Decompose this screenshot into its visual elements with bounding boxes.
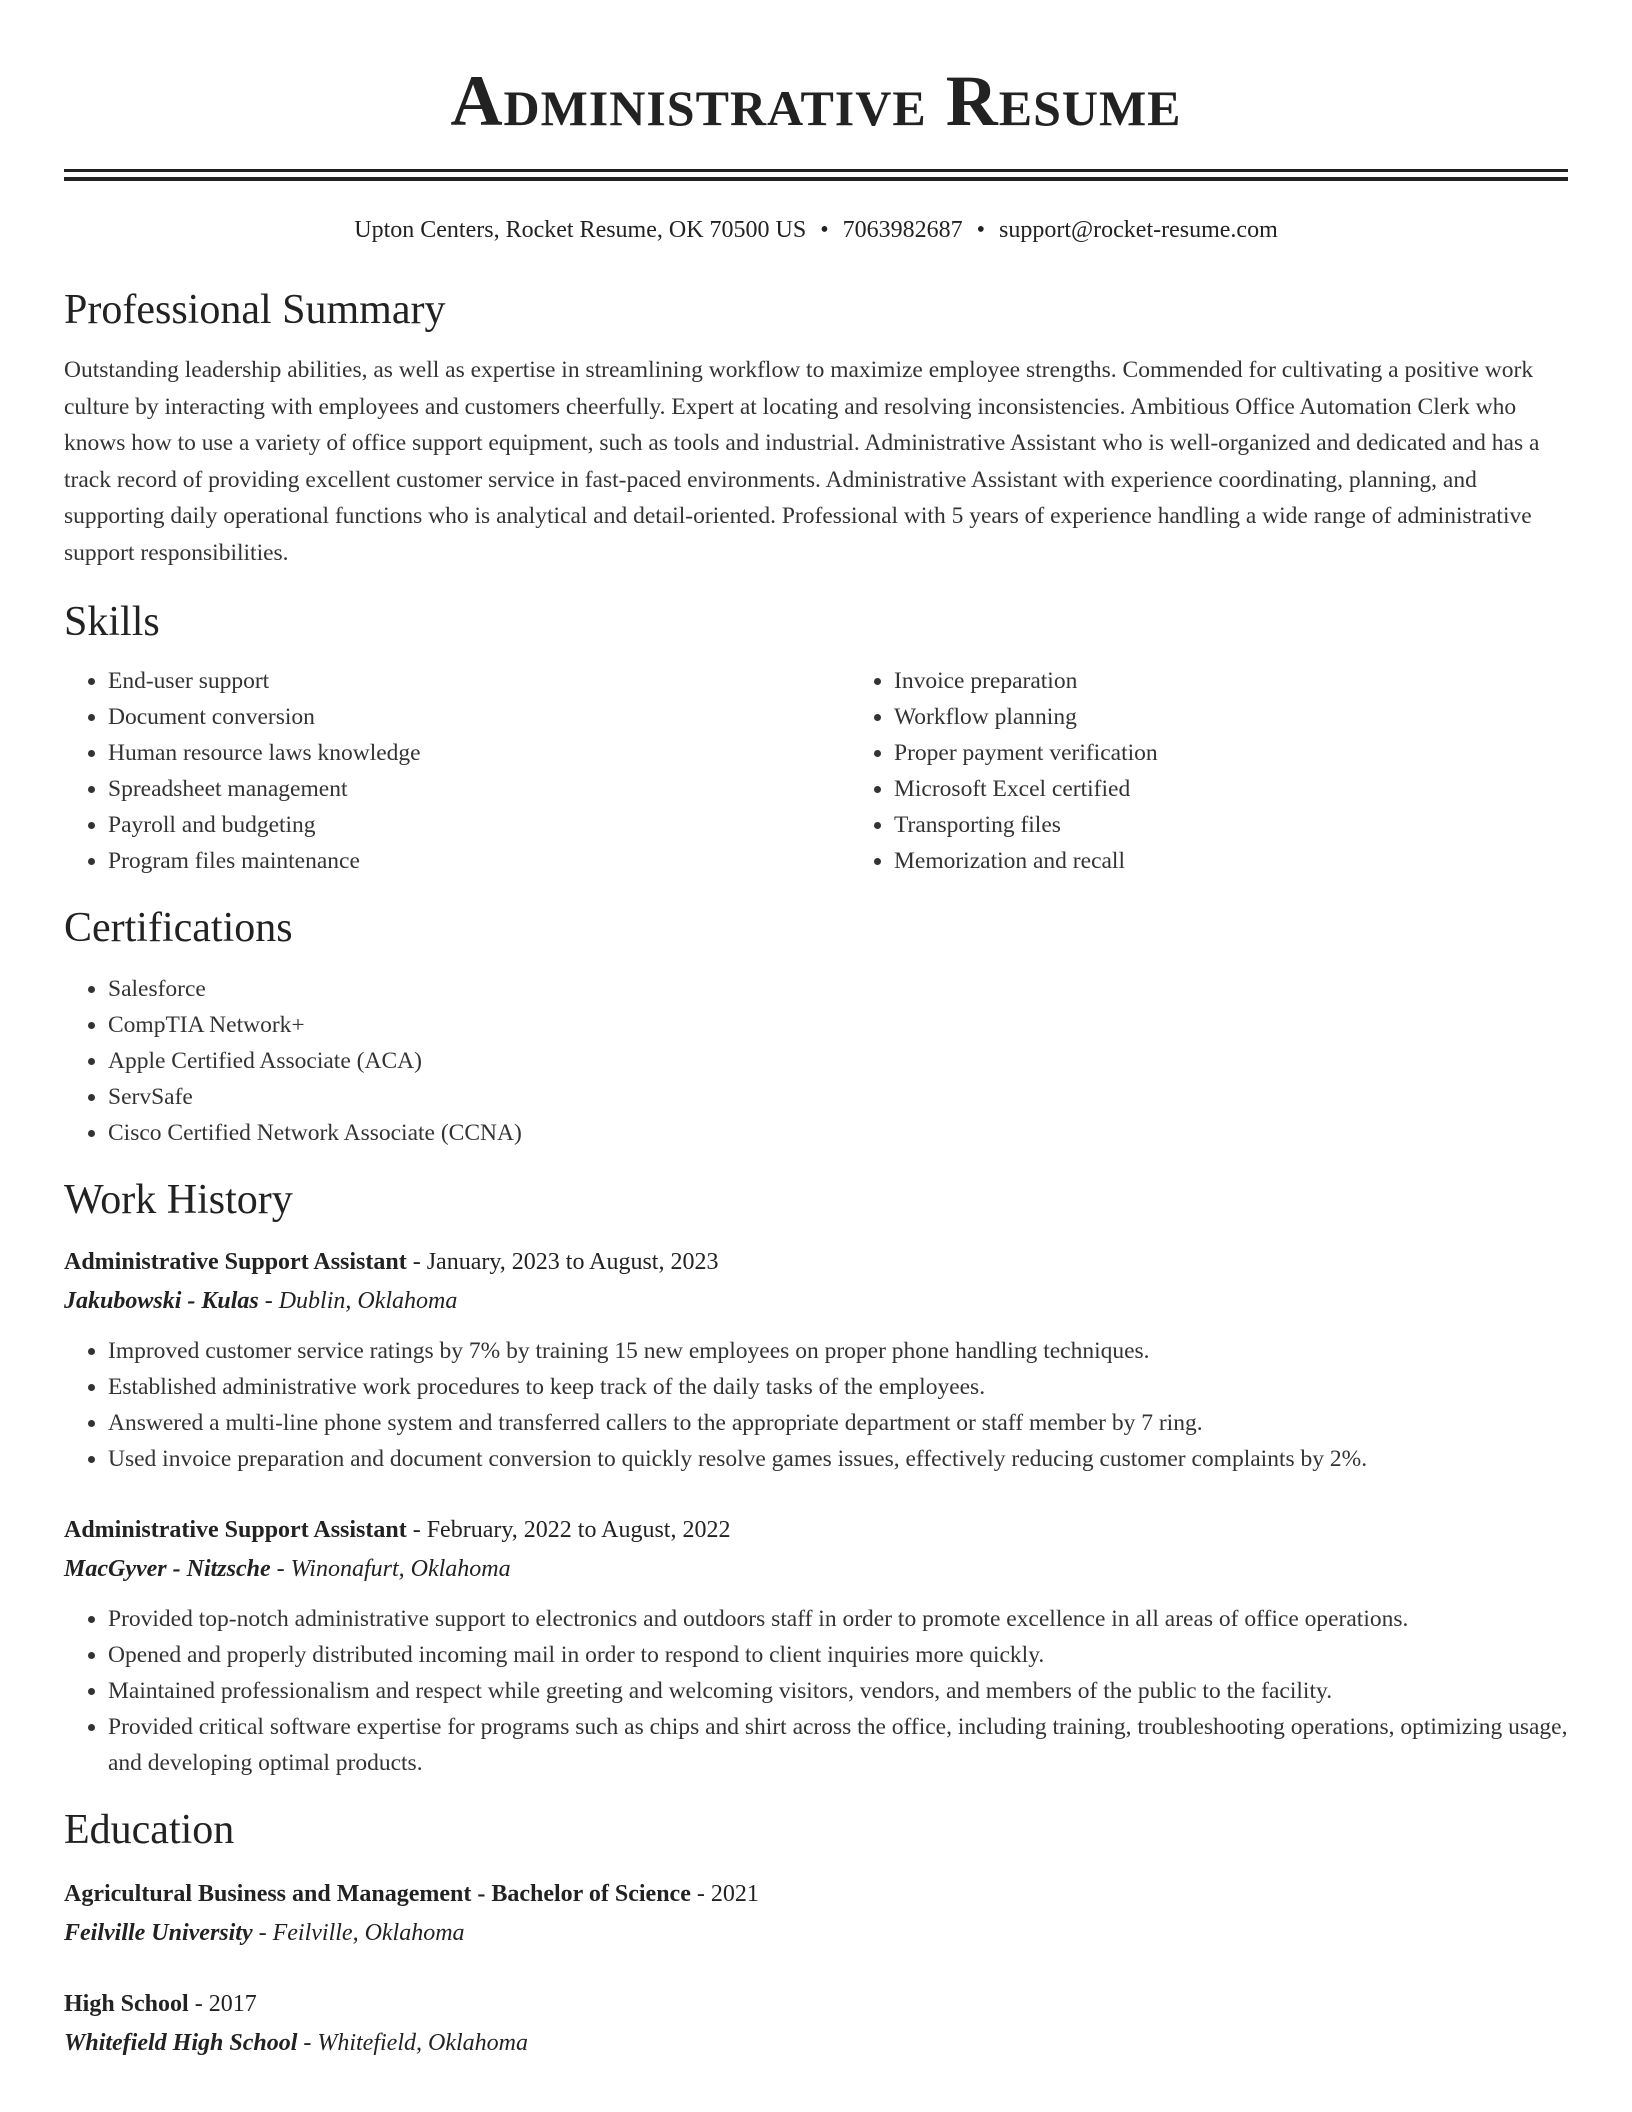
job-bullet: • Used invoice preparation and document conversion to quickly resolve games issues, effectively reducing customer complaints by 2%. xyxy=(108,1441,1568,1477)
job-location: - Dublin, Oklahoma xyxy=(258,1288,458,1314)
job-company: Jakubowski - Kulas xyxy=(64,1288,259,1314)
education-entry xyxy=(64,1875,1568,1953)
skill-item: • Workflow planning xyxy=(894,699,1632,735)
job-location: - Winonafurt, Oklahoma xyxy=(270,1556,511,1582)
job-company-line xyxy=(64,1549,1568,1589)
job-title: Administrative Support Assistant xyxy=(64,1249,407,1275)
skill-item: • Proper payment verification xyxy=(894,735,1632,771)
certification-item: • CompTIA Network+ xyxy=(108,1007,1568,1043)
job-bullet-list xyxy=(64,1333,1568,1477)
skills-heading: Skills xyxy=(64,599,160,645)
contact-email: support@rocket-resume.com xyxy=(999,217,1278,243)
certification-item: • Salesforce xyxy=(108,971,1568,1007)
certification-item: • Apple Certified Associate (ACA) xyxy=(108,1043,1568,1079)
skill-item: • Payroll and budgeting xyxy=(108,807,850,843)
education-degree-line xyxy=(64,1875,1568,1913)
skill-item: • Program files maintenance xyxy=(108,843,850,879)
contact-separator: • xyxy=(976,217,986,243)
job-title: Administrative Support Assistant xyxy=(64,1517,407,1543)
job-bullet: • Answered a multi-line phone system and transferred callers to the appropriate department or staff member by 7 ring. xyxy=(108,1405,1568,1441)
education-degree: High School xyxy=(64,1991,189,2017)
certification-item: • ServSafe xyxy=(108,1079,1568,1115)
education-heading: Education xyxy=(64,1807,235,1853)
skills-list-left xyxy=(64,663,850,879)
job-bullet: • Opened and properly distributed incoming mail in order to respond to client inquiries more quickly. xyxy=(108,1637,1568,1673)
job-bullet: • Provided critical software expertise for programs such as chips and shirt across the office, including training, troubleshooting operations, optimizing usage, and developing optimal products. xyxy=(108,1709,1568,1781)
job-title-line xyxy=(64,1243,1568,1281)
summary-heading: Professional Summary xyxy=(64,287,446,333)
job-bullet: • Established administrative work procedures to keep track of the daily tasks of the employees. xyxy=(108,1369,1568,1405)
education-degree-line xyxy=(64,1985,1568,2023)
job-bullet: • Provided top-notch administrative support to electronics and outdoors staff in order to promote excellence in all areas of office operations. xyxy=(108,1601,1568,1637)
job-bullet: • Improved customer service ratings by 7% by training 15 new employees on proper phone handling techniques. xyxy=(108,1333,1568,1369)
skill-item: • Transporting files xyxy=(894,807,1632,843)
education-year: - 2017 xyxy=(188,1991,257,2017)
skill-item: • Microsoft Excel certified xyxy=(894,771,1632,807)
education-school-line xyxy=(64,1913,1568,1953)
skill-item: • Memorization and recall xyxy=(894,843,1632,879)
skills-list-right xyxy=(850,663,1632,879)
job-company-line xyxy=(64,1281,1568,1321)
job-title-line xyxy=(64,1511,1568,1549)
certification-item: • Cisco Certified Network Associate (CCNA) xyxy=(108,1115,1568,1151)
education-location: - Whitefield, Oklahoma xyxy=(297,2030,528,2056)
contact-line xyxy=(64,215,1568,245)
summary-text: Outstanding leadership abilities, as well as expertise in streamlining workflow to maximize employee strengths. Commended for cultivating a positive work culture by interacting with employees and customers cheerfully. Expert at locating and resolving inconsistencies. Ambitious Office Automation Clerk who knows how to use a variety of office support equipment, such as tools and industrial. Administrative Assistant who is well-organized and dedicated and has a track record of providing excellent customer service in fast-paced environments. Administrative Assistant with experience coordinating, planning, and supporting daily operational functions who is analytical and detail-oriented. Professional with 5 years of experience handling a wide range of administrative support responsibilities. xyxy=(64,357,1540,566)
job-company: MacGyver - Nitzsche xyxy=(64,1556,271,1582)
job-dates: - January, 2023 to August, 2023 xyxy=(406,1249,719,1275)
job-dates: - February, 2022 to August, 2022 xyxy=(406,1517,731,1543)
certifications-heading: Certifications xyxy=(64,905,293,951)
education-entry xyxy=(64,1985,1568,2063)
skills-columns xyxy=(64,663,1568,879)
skill-item: • Human resource laws knowledge xyxy=(108,735,850,771)
contact-phone: 7063982687 xyxy=(842,217,963,243)
education-school: Feilville University xyxy=(64,1920,253,1946)
certifications-list xyxy=(64,971,1568,1151)
education-location: - Feilville, Oklahoma xyxy=(252,1920,465,1946)
skill-item: • End-user support xyxy=(108,663,850,699)
skill-item: • Document conversion xyxy=(108,699,850,735)
skill-item: • Invoice preparation xyxy=(894,663,1632,699)
education-year: - 2021 xyxy=(690,1881,759,1907)
job-bullet-list xyxy=(64,1601,1568,1781)
education-school-line xyxy=(64,2023,1568,2063)
resume-title: Administrative Resume xyxy=(450,61,1182,141)
job-bullet: • Maintained professionalism and respect while greeting and welcoming visitors, vendors, and members of the public to the facility. xyxy=(108,1673,1568,1709)
job-entry xyxy=(64,1243,1568,1477)
education-degree: Agricultural Business and Management - Bachelor of Science xyxy=(64,1881,691,1907)
skill-item: • Spreadsheet management xyxy=(108,771,850,807)
title-divider xyxy=(64,169,1568,181)
work-history-heading: Work History xyxy=(64,1177,293,1223)
contact-address: Upton Centers, Rocket Resume, OK 70500 US xyxy=(354,217,807,243)
education-school: Whitefield High School xyxy=(64,2030,298,2056)
job-entry xyxy=(64,1511,1568,1781)
contact-separator: • xyxy=(820,217,829,243)
